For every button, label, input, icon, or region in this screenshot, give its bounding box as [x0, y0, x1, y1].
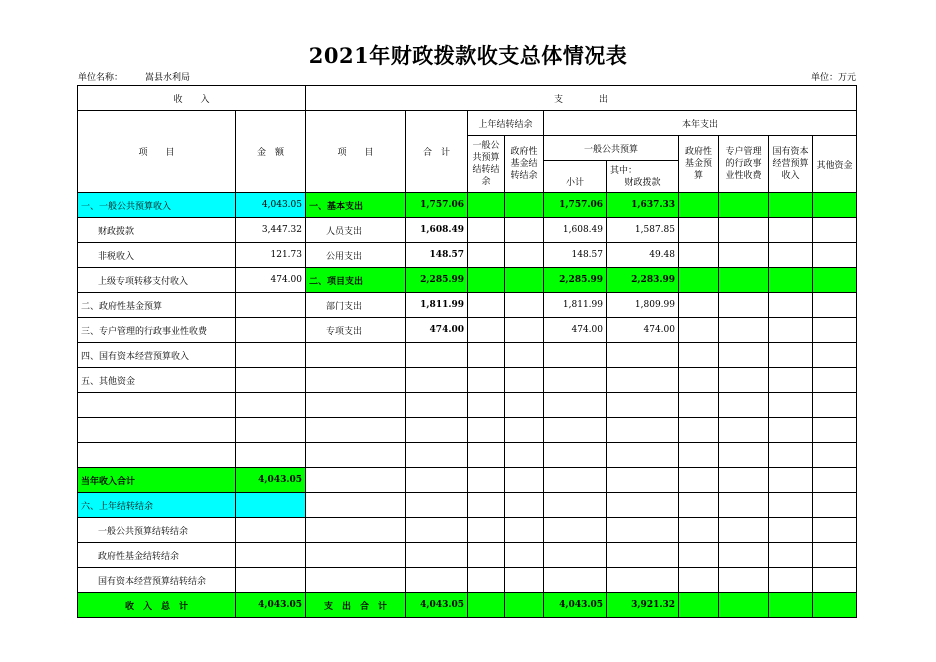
income-item: 五、其他资金	[78, 368, 236, 393]
income-header: 收 入	[78, 86, 306, 111]
prior-gov-fund-cell	[505, 493, 544, 518]
table-row	[78, 268, 857, 293]
fiscal-cell	[607, 368, 679, 393]
empty-cell	[813, 543, 857, 568]
prior-gov-fund-cell	[505, 268, 544, 293]
expense-total	[406, 543, 468, 568]
expense-item	[306, 418, 406, 443]
expense-total	[406, 568, 468, 593]
fiscal-cell	[607, 568, 679, 593]
subtotal-cell	[544, 568, 607, 593]
empty-cell	[719, 343, 769, 368]
expense-item	[306, 543, 406, 568]
income-item: 六、上年结转结余	[78, 493, 236, 518]
general-budget-header: 一般公共预算	[544, 136, 679, 161]
currency-unit: 单位：万元	[810, 73, 856, 83]
income-amount: 474.00	[236, 268, 306, 293]
empty-cell	[769, 568, 813, 593]
income-amount	[236, 393, 306, 418]
empty-cell	[719, 268, 769, 293]
empty-cell	[679, 368, 719, 393]
empty-cell	[813, 568, 857, 593]
income-amount	[236, 293, 306, 318]
table-row	[78, 393, 857, 418]
expense-item: 二、项目支出	[306, 268, 406, 293]
empty-cell	[769, 443, 813, 468]
income-amount: 4,043.05	[236, 468, 306, 493]
subtotal-cell	[544, 543, 607, 568]
fiscal-cell	[607, 493, 679, 518]
special-fee-header: 专户管理的行政事业性收费	[719, 136, 769, 193]
prior-general-cell	[468, 193, 505, 218]
expense-total: 148.57	[406, 243, 468, 268]
empty-cell	[719, 368, 769, 393]
fiscal-cell	[607, 468, 679, 493]
prior-general-cell	[468, 593, 505, 618]
expense-total: 1,811.99	[406, 293, 468, 318]
subtotal-cell	[544, 443, 607, 468]
expense-item	[306, 368, 406, 393]
fiscal-cell: 3,921.32	[607, 593, 679, 618]
empty-cell	[679, 318, 719, 343]
empty-cell	[679, 268, 719, 293]
income-item: 三、专户管理的行政事业性收费	[78, 318, 236, 343]
expense-total-label: 支 出 合 计	[306, 593, 406, 618]
prior-gov-fund-cell	[505, 293, 544, 318]
empty-cell	[769, 243, 813, 268]
empty-cell	[679, 218, 719, 243]
table-row	[78, 368, 857, 393]
empty-cell	[813, 393, 857, 418]
empty-cell	[813, 343, 857, 368]
fiscal-cell	[607, 443, 679, 468]
empty-cell	[813, 293, 857, 318]
subtotal-cell	[544, 468, 607, 493]
prior-general-cell	[468, 368, 505, 393]
fiscal-label: 财政拨款	[624, 177, 661, 188]
subtotal-cell: 474.00	[544, 318, 607, 343]
expense-item: 人员支出	[306, 218, 406, 243]
expense-total: 474.00	[406, 318, 468, 343]
income-item: 非税收入	[78, 243, 236, 268]
expense-total	[406, 493, 468, 518]
empty-cell	[813, 493, 857, 518]
prior-gov-fund-cell	[505, 318, 544, 343]
empty-cell	[769, 518, 813, 543]
empty-cell	[679, 193, 719, 218]
unit-name-label: 单位名称：	[78, 73, 124, 83]
income-amount: 3,447.32	[236, 218, 306, 243]
empty-cell	[813, 368, 857, 393]
income-item: 国有资本经营预算结转结余	[78, 568, 236, 593]
expense-total	[406, 368, 468, 393]
income-item: 二、政府性基金预算	[78, 293, 236, 318]
expense-item	[306, 568, 406, 593]
income-amount	[236, 343, 306, 368]
prior-general-cell	[468, 568, 505, 593]
empty-cell	[719, 568, 769, 593]
empty-cell	[719, 443, 769, 468]
income-item	[78, 393, 236, 418]
fiscal-cell: 474.00	[607, 318, 679, 343]
empty-cell	[719, 318, 769, 343]
subtotal-cell	[544, 393, 607, 418]
of-which-label: 其中：	[610, 165, 638, 176]
empty-cell	[679, 393, 719, 418]
prior-general-cell	[468, 218, 505, 243]
prior-gov-fund-cell	[505, 218, 544, 243]
income-item: 当年收入合计	[78, 468, 236, 493]
income-item: 政府性基金结转结余	[78, 543, 236, 568]
income-amount	[236, 543, 306, 568]
empty-cell	[769, 418, 813, 443]
table-row	[78, 468, 857, 493]
table-row	[78, 518, 857, 543]
table-row	[78, 418, 857, 443]
prior-general-cell	[468, 468, 505, 493]
empty-cell	[719, 193, 769, 218]
expense-total	[406, 393, 468, 418]
expense-total-amount: 4,043.05	[406, 593, 468, 618]
income-item	[78, 443, 236, 468]
prior-gov-fund-cell	[505, 593, 544, 618]
table-row	[78, 318, 857, 343]
expense-item	[306, 443, 406, 468]
subtotal-cell	[544, 518, 607, 543]
empty-cell	[813, 593, 857, 618]
fiscal-cell	[607, 343, 679, 368]
expense-total: 1,608.49	[406, 218, 468, 243]
table-row	[78, 568, 857, 593]
prior-general-header: 一般公共预算结转结余	[468, 136, 505, 193]
subtotal-header: 小计	[544, 161, 607, 193]
empty-cell	[769, 393, 813, 418]
expense-item	[306, 518, 406, 543]
empty-cell	[813, 193, 857, 218]
fiscal-cell	[607, 543, 679, 568]
prior-gov-fund-cell	[505, 368, 544, 393]
expense-total: 1,757.06	[406, 193, 468, 218]
subtotal-cell	[544, 343, 607, 368]
income-amount	[236, 368, 306, 393]
fiscal-cell	[607, 418, 679, 443]
empty-cell	[813, 468, 857, 493]
subtotal-cell	[544, 493, 607, 518]
income-amount	[236, 418, 306, 443]
gov-fund-budget-header: 政府性基金预算	[679, 136, 719, 193]
prior-general-cell	[468, 268, 505, 293]
empty-cell	[679, 593, 719, 618]
expense-item	[306, 343, 406, 368]
prior-general-cell	[468, 293, 505, 318]
income-amount	[236, 443, 306, 468]
income-amount	[236, 568, 306, 593]
subtotal-cell: 148.57	[544, 243, 607, 268]
income-item-header: 项 目	[78, 111, 236, 193]
prior-gov-fund-cell	[505, 343, 544, 368]
subtotal-cell: 4,043.05	[544, 593, 607, 618]
expense-total	[406, 468, 468, 493]
empty-cell	[679, 243, 719, 268]
expense-total	[406, 418, 468, 443]
prior-year-header: 上年结转结余	[468, 111, 544, 136]
income-amount	[236, 493, 306, 518]
state-capital-header: 国有资本经营预算收入	[769, 136, 813, 193]
empty-cell	[769, 193, 813, 218]
table-row	[78, 343, 857, 368]
empty-cell	[813, 218, 857, 243]
table-row	[78, 218, 857, 243]
fiscal-cell: 2,283.99	[607, 268, 679, 293]
finance-table	[77, 85, 857, 618]
empty-cell	[813, 418, 857, 443]
prior-gov-fund-cell	[505, 568, 544, 593]
subtotal-cell: 1,608.49	[544, 218, 607, 243]
prior-general-cell	[468, 343, 505, 368]
expense-total-header: 合 计	[406, 111, 468, 193]
empty-cell	[813, 268, 857, 293]
empty-cell	[679, 543, 719, 568]
empty-cell	[813, 318, 857, 343]
table-row	[78, 543, 857, 568]
empty-cell	[679, 343, 719, 368]
page-title: 2021年财政拨款收支总体情况表	[308, 43, 628, 68]
empty-cell	[679, 568, 719, 593]
table-row	[78, 293, 857, 318]
fiscal-cell: 1,637.33	[607, 193, 679, 218]
fiscal-cell	[607, 393, 679, 418]
prior-general-cell	[468, 493, 505, 518]
subtotal-cell: 2,285.99	[544, 268, 607, 293]
expense-item	[306, 468, 406, 493]
total-row	[78, 593, 857, 618]
expense-item: 一、基本支出	[306, 193, 406, 218]
prior-gov-fund-cell	[505, 518, 544, 543]
prior-gov-fund-cell	[505, 543, 544, 568]
table-row	[78, 243, 857, 268]
prior-gov-fund-header: 政府性基金结转结余	[505, 136, 544, 193]
empty-cell	[719, 543, 769, 568]
empty-cell	[679, 443, 719, 468]
table-row	[78, 193, 857, 218]
empty-cell	[813, 518, 857, 543]
expense-item	[306, 493, 406, 518]
subtotal-cell: 1,757.06	[544, 193, 607, 218]
fiscal-header	[607, 161, 679, 193]
income-item	[78, 418, 236, 443]
empty-cell	[769, 318, 813, 343]
empty-cell	[719, 293, 769, 318]
unit-name	[78, 70, 190, 83]
empty-cell	[679, 493, 719, 518]
prior-gov-fund-cell	[505, 418, 544, 443]
this-year-header: 本年支出	[544, 111, 857, 136]
other-funds-header: 其他资金	[813, 136, 857, 193]
empty-cell	[719, 468, 769, 493]
subtotal-cell	[544, 368, 607, 393]
empty-cell	[769, 468, 813, 493]
income-item: 一、一般公共预算收入	[78, 193, 236, 218]
prior-general-cell	[468, 443, 505, 468]
prior-gov-fund-cell	[505, 243, 544, 268]
empty-cell	[719, 218, 769, 243]
expense-total	[406, 518, 468, 543]
expense-total	[406, 443, 468, 468]
expense-item: 公用支出	[306, 243, 406, 268]
income-item: 一般公共预算结转结余	[78, 518, 236, 543]
empty-cell	[769, 593, 813, 618]
empty-cell	[719, 593, 769, 618]
income-amount	[236, 518, 306, 543]
prior-general-cell	[468, 543, 505, 568]
subtotal-cell: 1,811.99	[544, 293, 607, 318]
empty-cell	[769, 268, 813, 293]
fiscal-cell: 1,809.99	[607, 293, 679, 318]
empty-cell	[769, 368, 813, 393]
empty-cell	[719, 518, 769, 543]
empty-cell	[719, 418, 769, 443]
subtotal-cell	[544, 418, 607, 443]
income-item: 四、国有资本经营预算收入	[78, 343, 236, 368]
empty-cell	[719, 493, 769, 518]
income-amount: 121.73	[236, 243, 306, 268]
income-total-amount: 4,043.05	[236, 593, 306, 618]
prior-general-cell	[468, 318, 505, 343]
table-row	[78, 493, 857, 518]
empty-cell	[769, 293, 813, 318]
expense-item	[306, 393, 406, 418]
empty-cell	[719, 393, 769, 418]
income-item: 上级专项转移支付收入	[78, 268, 236, 293]
empty-cell	[679, 468, 719, 493]
expense-header: 支 出	[306, 86, 857, 111]
table-row	[78, 443, 857, 468]
empty-cell	[769, 218, 813, 243]
prior-gov-fund-cell	[505, 443, 544, 468]
fiscal-cell: 1,587.85	[607, 218, 679, 243]
empty-cell	[769, 493, 813, 518]
fiscal-cell	[607, 518, 679, 543]
expense-total	[406, 343, 468, 368]
prior-gov-fund-cell	[505, 193, 544, 218]
empty-cell	[679, 518, 719, 543]
expense-item-header: 项 目	[306, 111, 406, 193]
fiscal-cell: 49.48	[607, 243, 679, 268]
prior-general-cell	[468, 243, 505, 268]
income-amount	[236, 318, 306, 343]
income-total-label: 收 入 总 计	[78, 593, 236, 618]
income-amount: 4,043.05	[236, 193, 306, 218]
empty-cell	[769, 543, 813, 568]
prior-general-cell	[468, 418, 505, 443]
income-item: 财政拨款	[78, 218, 236, 243]
unit-name-value: 嵩县水利局	[145, 73, 191, 83]
prior-gov-fund-cell	[505, 468, 544, 493]
expense-total: 2,285.99	[406, 268, 468, 293]
empty-cell	[769, 343, 813, 368]
prior-general-cell	[468, 393, 505, 418]
empty-cell	[679, 293, 719, 318]
empty-cell	[719, 243, 769, 268]
empty-cell	[813, 443, 857, 468]
prior-general-cell	[468, 518, 505, 543]
income-amount-header: 金 额	[236, 111, 306, 193]
empty-cell	[679, 418, 719, 443]
expense-item: 专项支出	[306, 318, 406, 343]
expense-item: 部门支出	[306, 293, 406, 318]
prior-gov-fund-cell	[505, 393, 544, 418]
empty-cell	[813, 243, 857, 268]
